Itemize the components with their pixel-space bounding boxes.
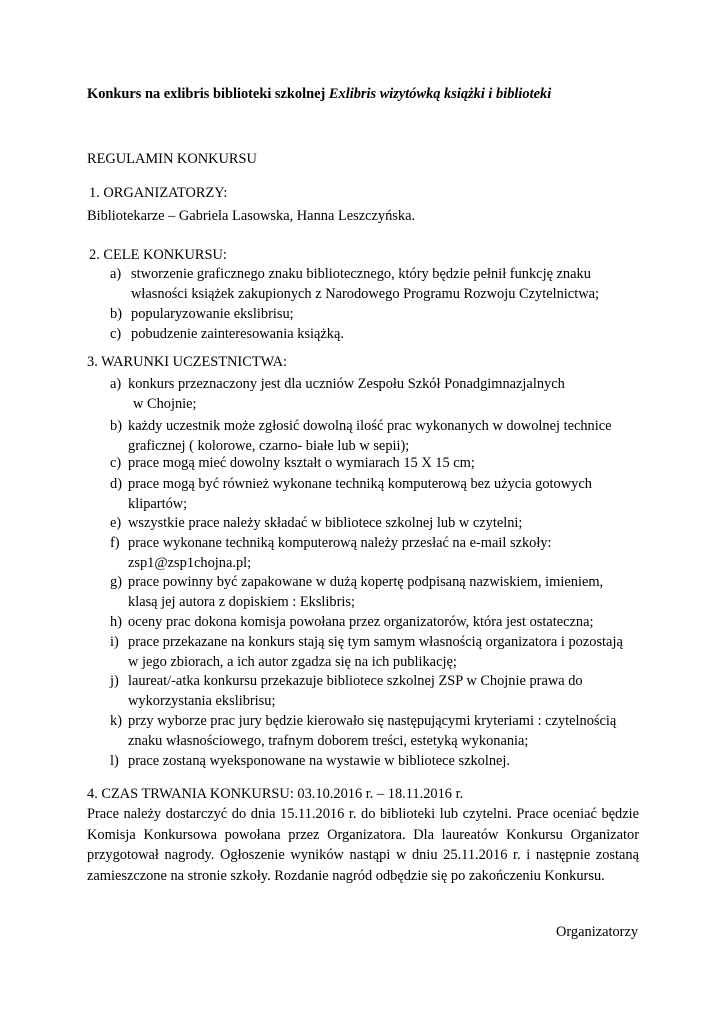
- list-item-label: g): [110, 574, 122, 590]
- paragraph-line: Prace należy dostarczyć do dnia 15.11.2016 r. do biblioteki lub czytelni. Prace oceniać będzie: [87, 806, 639, 822]
- list-item-text: popularyzowanie ekslibrisu;: [131, 306, 294, 322]
- title-plain: Konkurs na exlibris biblioteki szkolnej: [87, 86, 326, 102]
- list-item-label: a): [110, 376, 122, 392]
- list-item-label: i): [110, 634, 119, 650]
- list-item-label: h): [110, 614, 122, 630]
- list-item-text: laureat/-atka konkursu przekazuje bibliotece szkolnej ZSP w Chojnie prawa do: [128, 673, 583, 689]
- section1-heading: 1. ORGANIZATORZY:: [89, 185, 228, 201]
- list-item-text: wykorzystania ekslibrisu;: [128, 693, 276, 709]
- list-item-text: przy wyborze prac jury będzie kierowało się następującymi kryteriami : czytelnością: [128, 713, 617, 729]
- list-item-text: klasą jej autora z dopiskiem : Ekslibris;: [128, 594, 356, 610]
- list-item-text: klipartów;: [128, 496, 188, 512]
- list-item-label: c): [110, 326, 122, 342]
- list-item-text: w jego zbiorach, a ich autor zgadza się na ich publikację;: [128, 654, 457, 670]
- list-item-text: prace zostaną wyeksponowane na wystawie w bibliotece szkolnej.: [128, 753, 511, 769]
- list-item-text: prace powinny być zapakowane w dużą kopertę podpisaną nazwiskiem, imieniem,: [128, 574, 604, 590]
- title-italic: Exlibris wizytówką książki i biblioteki: [328, 86, 552, 102]
- paragraph-line: Komisja Konkursowa powołana przez Organizatora. Dla laureatów Konkursu Organizator: [87, 827, 639, 843]
- list-item-text: prace mogą być również wykonane techniką komputerową bez użycia gotowych: [128, 476, 592, 492]
- list-item-text: zsp1@zsp1chojna.pl;: [128, 555, 252, 571]
- regulamin-heading: REGULAMIN KONKURSU: [87, 151, 257, 167]
- list-item-text: stworzenie graficznego znaku bibliotecznego, który będzie pełnił funkcję znaku: [131, 266, 591, 282]
- document-title: [87, 86, 551, 103]
- list-item-label: e): [110, 515, 122, 531]
- list-item-text: znaku własnościowego, trafnym doborem treści, estetyką wykonania;: [128, 733, 529, 749]
- list-item-label: l): [110, 753, 119, 769]
- list-item-text: pobudzenie zainteresowania książką.: [131, 326, 344, 342]
- list-item-text: konkurs przeznaczony jest dla uczniów Zespołu Szkół Ponadgimnazjalnych: [128, 376, 565, 392]
- list-item-label: a): [110, 266, 122, 282]
- section1-text: Bibliotekarze – Gabriela Lasowska, Hanna Leszczyńska.: [87, 208, 416, 224]
- section3-heading: 3. WARUNKI UCZESTNICTWA:: [87, 354, 287, 370]
- list-item-text: własności książek zakupionych z Narodowego Programu Rozwoju Czytelnictwa;: [131, 286, 599, 302]
- list-item-text: prace wykonane techniką komputerową należy przesłać na e-mail szkoły:: [128, 535, 552, 551]
- list-item-text: wszystkie prace należy składać w bibliotece szkolnej lub w czytelni;: [128, 515, 523, 531]
- list-item-text: każdy uczestnik może zgłosić dowolną ilość prac wykonanych w dowolnej technice: [128, 418, 612, 434]
- list-item-label: f): [110, 535, 120, 551]
- list-item-text: prace mogą mieć dowolny kształt o wymiarach 15 X 15 cm;: [128, 455, 475, 471]
- list-item-text: w Chojnie;: [133, 396, 197, 412]
- list-item-label: d): [110, 476, 122, 492]
- list-item-text: graficznej ( kolorowe, czarno- białe lub w sepii);: [128, 438, 410, 454]
- list-item-label: b): [110, 418, 122, 434]
- paragraph-line: przygotował nagrody. Ogłoszenie wyników nastąpi w dniu 25.11.2016 r. i następnie zostaną: [87, 847, 639, 863]
- list-item-text: oceny prac dokona komisja powołana przez organizatorów, która jest ostateczna;: [128, 614, 594, 630]
- list-item-label: c): [110, 455, 122, 471]
- list-item-text: prace przekazane na konkurs stają się tym samym własnością organizatora i pozostają: [128, 634, 623, 650]
- list-item-label: b): [110, 306, 122, 322]
- paragraph-line: zamieszczone na stronie szkoły. Rozdanie nagród odbędzie się po zakończeniu Konkursu.: [87, 868, 605, 884]
- signature: Organizatorzy: [556, 924, 639, 940]
- list-item-label: j): [110, 673, 119, 689]
- section2-heading: 2. CELE KONKURSU:: [89, 247, 227, 263]
- section4-heading: 4. CZAS TRWANIA KONKURSU: 03.10.2016 r. – 18.11.2016 r.: [87, 786, 464, 802]
- list-item-label: k): [110, 713, 122, 729]
